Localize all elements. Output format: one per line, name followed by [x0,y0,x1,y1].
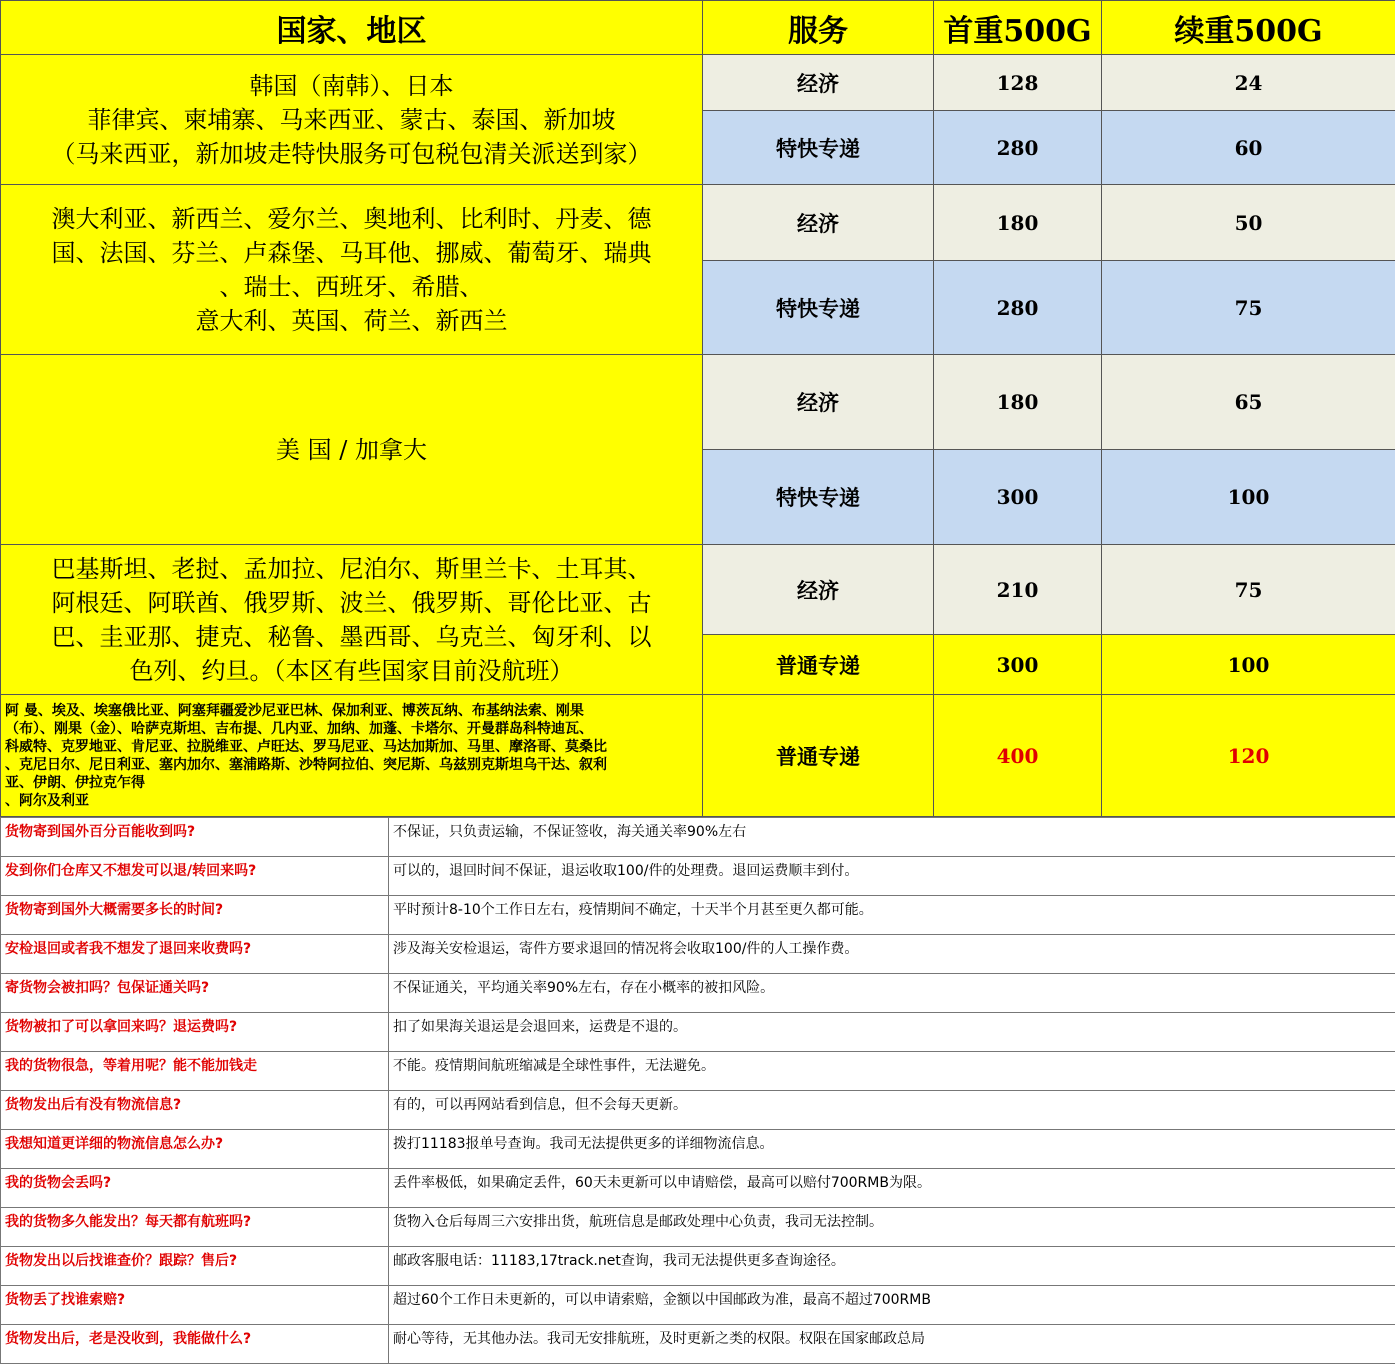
faq-row [1,1091,1395,1130]
region-line: （布）、刚果（金）、哈萨克斯坦、吉布提、几内亚、加纳、加蓬、卡塔尔、开曼群岛科特迪瓦、 [5,720,698,738]
faq-answer: 不保证通关，平均通关率90%左右，存在小概率的被扣风险。 [389,974,1395,1013]
service-cell: 普通专递 [703,695,934,817]
region-line: 巴基斯坦、老挝、孟加拉、尼泊尔、斯里兰卡、土耳其、 [1,552,702,586]
faq-question: 我的货物多久能发出？每天都有航班吗? [1,1208,389,1247]
faq-answer: 平时预计8-10个工作日左右，疫情期间不确定，十天半个月甚至更久都可能。 [389,896,1395,935]
faq-answer: 不能。疫情期间航班缩减是全球性事件，无法避免。 [389,1052,1395,1091]
first-weight-cell: 280 [934,111,1102,185]
faq-answer: 有的，可以再网站看到信息，但不会每天更新。 [389,1091,1395,1130]
faq-answer: 货物入仓后每周三六安排出货，航班信息是邮政处理中心负责，我司无法控制。 [389,1208,1395,1247]
rate-row [1,55,1395,111]
faq-question: 货物发出以后找谁查价？跟踪？售后? [1,1247,389,1286]
faq-question: 货物被扣了可以拿回来吗？退运费吗? [1,1013,389,1052]
service-cell: 特快专递 [703,111,934,185]
region-line: 、瑞士、西班牙、希腊、 [1,270,702,304]
faq-question: 货物寄到国外百分百能收到吗? [1,818,389,857]
faq-row [1,1052,1395,1091]
faq-question: 我的货物会丢吗? [1,1169,389,1208]
region-line: 阿根廷、阿联酋、俄罗斯、波兰、俄罗斯、哥伦比亚、古 [1,586,702,620]
zone-region [1,545,703,695]
region-line: 意大利、英国、荷兰、新西兰 [1,304,702,338]
faq-table [0,817,1395,1364]
region-line: 科威特、克罗地亚、肯尼亚、拉脱维亚、卢旺达、罗马尼亚、马达加斯加、马里、摩洛哥、莫桑比 [5,738,698,756]
faq-answer: 耐心等待，无其他办法。我司无安排航班，及时更新之类的权限。权限在国家邮政总局 [389,1325,1395,1364]
region-line: 阿 曼、埃及、埃塞俄比亚、阿塞拜疆爱沙尼亚巴林、保加利亚、博茨瓦纳、布基纳法索、刚果 [5,702,698,720]
faq-question: 货物发出后，老是没收到，我能做什么? [1,1325,389,1364]
faq-answer: 拨打11183报单号查询。我司无法提供更多的详细物流信息。 [389,1130,1395,1169]
faq-row [1,974,1395,1013]
extra-weight-cell: 100 [1102,450,1395,545]
faq-answer: 不保证，只负责运输，不保证签收，海关通关率90%左右 [389,818,1395,857]
extra-weight-cell: 75 [1102,545,1395,635]
region-line: 韩国（南韩）、日本 [1,69,702,103]
faq-row [1,1325,1395,1364]
region-line: 、阿尔及利亚 [5,792,698,810]
service-cell: 经济 [703,355,934,450]
zone-region [1,185,703,355]
rate-row [1,695,1395,817]
first-weight-cell: 400 [934,695,1102,817]
extra-weight-cell: 60 [1102,111,1395,185]
rate-row [1,185,1395,261]
first-weight-cell: 300 [934,450,1102,545]
faq-question: 寄货物会被扣吗？包保证通关吗? [1,974,389,1013]
service-cell: 经济 [703,55,934,111]
header-region: 国家、地区 [1,1,703,55]
region-line: 美 国 / 加拿大 [1,433,702,467]
faq-question: 货物发出后有没有物流信息? [1,1091,389,1130]
region-line: 澳大利亚、新西兰、爱尔兰、奥地利、比利时、丹麦、德 [1,202,702,236]
faq-answer: 丢件率极低，如果确定丢件，60天未更新可以申请赔偿，最高可以赔付700RMB为限。 [389,1169,1395,1208]
region-line: 色列、约旦。（本区有些国家目前没航班） [1,654,702,688]
extra-weight-cell: 24 [1102,55,1395,111]
faq-row [1,1013,1395,1052]
service-cell: 经济 [703,545,934,635]
rate-row [1,545,1395,635]
faq-question: 我想知道更详细的物流信息怎么办? [1,1130,389,1169]
extra-weight-cell: 75 [1102,261,1395,355]
faq-question: 货物丢了找谁索赔? [1,1286,389,1325]
first-weight-cell: 280 [934,261,1102,355]
zone-region [1,355,703,545]
faq-answer: 扣了如果海关退运是会退回来，运费是不退的。 [389,1013,1395,1052]
first-weight-cell: 180 [934,185,1102,261]
region-line: （马来西亚，新加坡走特快服务可包税包清关派送到家） [1,137,702,171]
extra-weight-cell: 120 [1102,695,1395,817]
first-weight-cell: 210 [934,545,1102,635]
extra-weight-cell: 50 [1102,185,1395,261]
region-line: 菲律宾、柬埔寨、马来西亚、蒙古、泰国、新加坡 [1,103,702,137]
service-cell: 普通专递 [703,635,934,695]
service-cell: 特快专递 [703,450,934,545]
region-line: 巴、圭亚那、捷克、秘鲁、墨西哥、乌克兰、匈牙利、以 [1,620,702,654]
faq-row [1,857,1395,896]
first-weight-cell: 128 [934,55,1102,111]
faq-row [1,1169,1395,1208]
faq-row [1,1247,1395,1286]
first-weight-cell: 180 [934,355,1102,450]
first-weight-cell: 300 [934,635,1102,695]
faq-answer: 邮政客服电话：11183,17track.net查询，我司无法提供更多查询途径。 [389,1247,1395,1286]
rate-header-row [1,1,1395,55]
zone-region [1,55,703,185]
header-service: 服务 [703,1,934,55]
service-cell: 特快专递 [703,261,934,355]
region-line: 亚、伊朗、伊拉克乍得 [5,774,698,792]
extra-weight-cell: 65 [1102,355,1395,450]
faq-question: 发到你们仓库又不想发可以退/转回来吗? [1,857,389,896]
service-cell: 经济 [703,185,934,261]
faq-row [1,818,1395,857]
faq-answer: 可以的，退回时间不保证，退运收取100/件的处理费。退回运费顺丰到付。 [389,857,1395,896]
faq-row [1,1286,1395,1325]
faq-row [1,1208,1395,1247]
faq-row [1,1130,1395,1169]
faq-row [1,935,1395,974]
region-line: 国、法国、芬兰、卢森堡、马耳他、挪威、葡萄牙、瑞典 [1,236,702,270]
header-first-weight: 首重500G [934,1,1102,55]
rate-row [1,355,1395,450]
faq-row [1,896,1395,935]
extra-weight-cell: 100 [1102,635,1395,695]
header-extra-weight: 续重500G [1102,1,1395,55]
faq-question: 货物寄到国外大概需要多长的时间? [1,896,389,935]
faq-question: 我的货物很急，等着用呢？能不能加钱走 [1,1052,389,1091]
region-line: 、克尼日尔、尼日利亚、塞内加尔、塞浦路斯、沙特阿拉伯、突尼斯、乌兹别克斯坦乌干达、叙利 [5,756,698,774]
zone-region [1,695,703,817]
faq-question: 安检退回或者我不想发了退回来收费吗? [1,935,389,974]
faq-answer: 涉及海关安检退运，寄件方要求退回的情况将会收取100/件的人工操作费。 [389,935,1395,974]
faq-answer: 超过60个工作日未更新的，可以申请索赔，金额以中国邮政为准，最高不超过700RMB [389,1286,1395,1325]
